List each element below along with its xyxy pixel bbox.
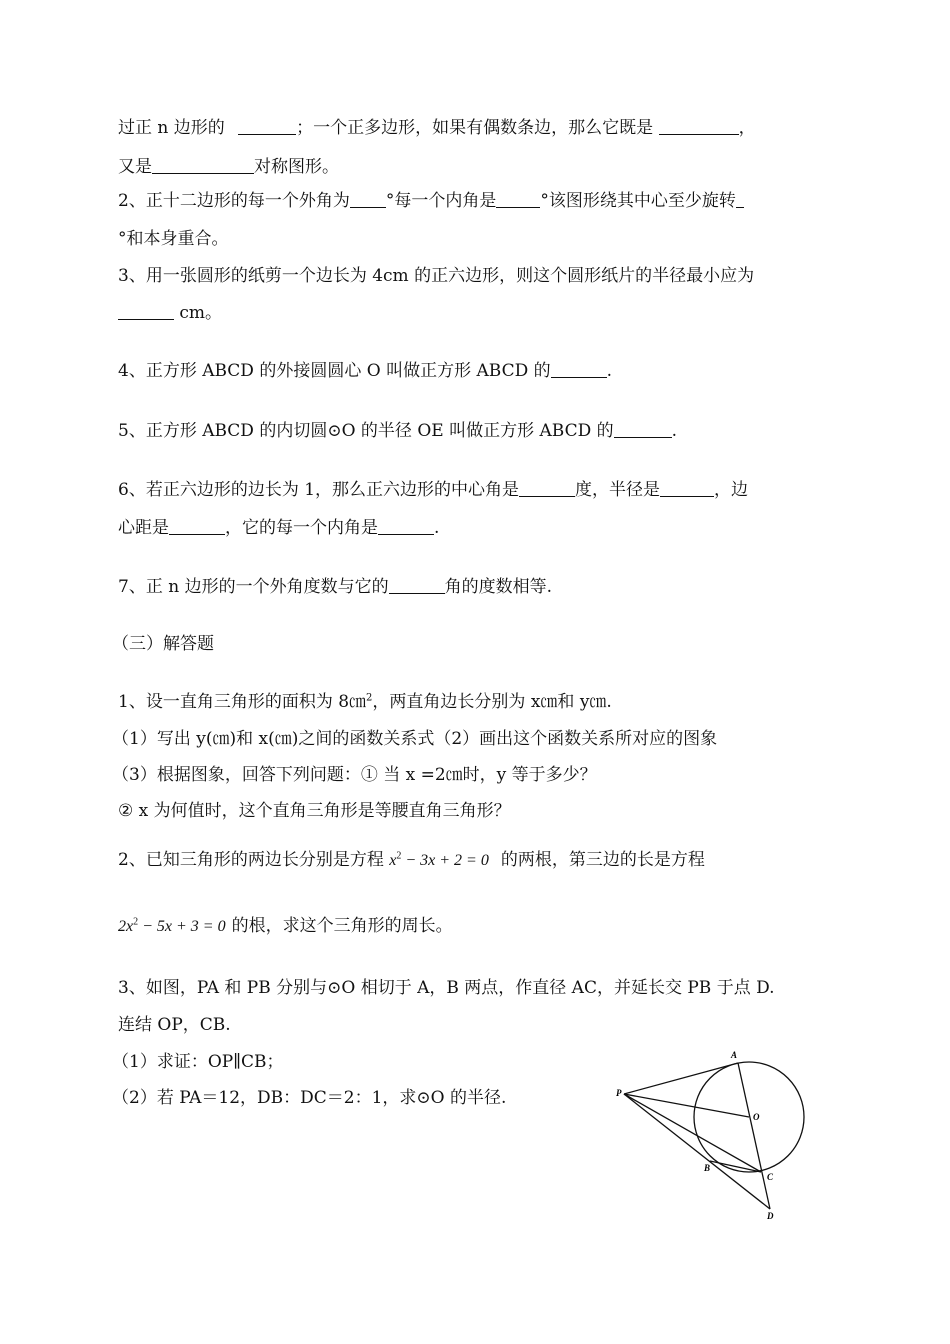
blank xyxy=(350,189,386,208)
problem-3-line-1: 3、如图，PA 和 PB 分别与⊙O 相切于 A，B 两点，作直径 AC，并延长交 PB 于点 D. xyxy=(118,978,775,998)
line-po xyxy=(624,1094,749,1117)
question-6-line-1: 6、若正六边形的边长为 1，那么正六边形的中心角是 度，半径是 ，边 xyxy=(118,480,749,500)
blank xyxy=(736,189,744,208)
blank xyxy=(238,116,296,135)
blank xyxy=(660,478,714,497)
question-5: 5、正方形 ABCD 的内切圆⊙O 的半径 OE 叫做正方形 ABCD 的 . xyxy=(118,421,678,441)
equation-2: $2x^2 - 5x + 3 = 0$ xyxy=(118,916,226,935)
problem-1-line-1: 1、设一直角三角形的面积为 8㎝$^2$，两直角边长分别为 x㎝和 y㎝. xyxy=(118,692,612,712)
label-p: P xyxy=(616,1088,622,1098)
problem-3-line-3: （1）求证：OP∥CB； xyxy=(112,1052,284,1072)
question-2-line-2: °和本身重合。 xyxy=(118,229,229,249)
equation-1: $x^2 - 3x + 2 = 0$ xyxy=(389,850,489,869)
problem-2-line-2: $2x^2 - 5x + 3 = 0$ 的根，求这个三角形的周长。 xyxy=(118,916,453,936)
geometry-figure xyxy=(612,1046,812,1226)
blank xyxy=(152,155,254,174)
intro-line-2: 又是 对称图形。 xyxy=(118,157,339,177)
label-d: D xyxy=(767,1211,774,1221)
question-7: 7、正 n 边形的一个外角度数与它的 角的度数相等. xyxy=(118,577,552,597)
problem-1-line-3: （3）根据图象，回答下列问题：① 当 x =2㎝时，y 等于多少？ xyxy=(112,765,597,785)
question-3-line-1: 3、用一张圆形的纸剪一个边长为 4cm 的正六边形，则这个圆形纸片的半径最小应为 xyxy=(118,266,755,286)
label-b: B xyxy=(704,1163,711,1173)
problem-1-line-2: （1）写出 y(㎝)和 x(㎝)之间的函数关系式（2）画出这个函数关系所对应的图象 xyxy=(112,729,718,749)
question-3-line-2: cm。 xyxy=(118,301,222,325)
blank xyxy=(551,359,607,378)
intro-line-1: 过正 n 边形的 ；一个正多边形，如果有偶数条边，那么它既是 ， xyxy=(118,118,756,138)
blank xyxy=(614,419,672,438)
question-2-line-1: 2、正十二边形的每一个外角为 °每一个内角是 °该图形绕其中心至少旋转 xyxy=(118,189,744,213)
problem-3-line-4: （2）若 PA＝12，DB：DC＝2：1，求⊙O 的半径. xyxy=(112,1088,507,1108)
blank xyxy=(389,575,445,594)
question-6-line-2: 心距是 ，它的每一个内角是 . xyxy=(118,518,440,538)
section-title: （三）解答题 xyxy=(112,634,214,654)
blank xyxy=(169,516,225,535)
tangent-pa xyxy=(624,1063,738,1094)
label-o: O xyxy=(753,1112,760,1122)
blank xyxy=(519,478,575,497)
problem-2-line-1: 2、已知三角形的两边长分别是方程 $x^2 - 3x + 2 = 0$ 的两根，第三边的长是方程 xyxy=(118,850,705,870)
blank xyxy=(659,116,739,135)
problem-1-line-4: ② x 为何值时，这个直角三角形是等腰直角三角形？ xyxy=(118,801,511,821)
blank xyxy=(118,301,174,320)
problem-3-line-2: 连结 OP，CB. xyxy=(118,1015,231,1035)
label-a: A xyxy=(731,1050,738,1060)
blank xyxy=(496,189,540,208)
blank xyxy=(378,516,434,535)
label-c: C xyxy=(767,1172,774,1182)
question-4: 4、正方形 ABCD 的外接圆圆心 O 叫做正方形 ABCD 的 . xyxy=(118,361,613,381)
line-pc xyxy=(624,1094,761,1172)
